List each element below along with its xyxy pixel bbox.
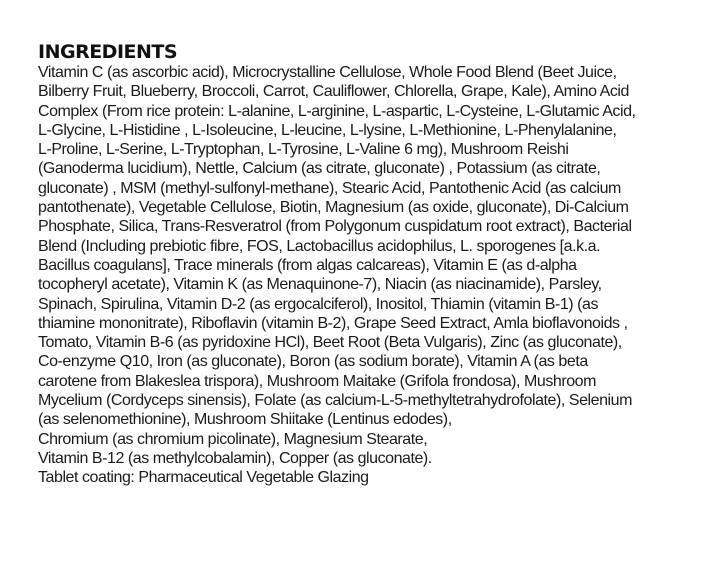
ingredients-line: Mycelium (Cordyceps sinensis), Folate (as calcium-L-5-methyltetrahydrofolate), Selenium [38, 392, 632, 410]
ingredients-line: (as selenomethionine), Mushroom Shiitake (Lentinus edodes), [38, 411, 452, 429]
ingredients-line: Vitamin C (as ascorbic acid), Microcrystalline Cellulose, Whole Food Blend (Beet Juice, [38, 64, 617, 81]
ingredients-line: (Ganoderma lucidium), Nettle, Calcium (as citrate, gluconate) , Potassium (as citrate, [38, 160, 601, 178]
ingredients-line: Phosphate, Silica, Trans-Resveratrol (from Polygonum cuspidatum root extract), Bacterial [38, 218, 632, 236]
ingredients-line: L-Proline, L-Serine, L-Tryptophan, L-Tyrosine, L-Valine 6 mg), Mushroom Reishi [38, 141, 569, 159]
ingredients-line: Complex (From rice protein: L-alanine, L-arginine, L-aspartic, L-Cysteine, L-Glutamic Acid, [38, 102, 636, 120]
ingredients-line: Vitamin B-12 (as methylcobalamin), Copper (as gluconate). [38, 449, 432, 467]
ingredients-line: Bacillus coagulans], Trace minerals (from algas calcareas), Vitamin E (as d-alpha [38, 256, 577, 274]
ingredients-heading: INGREDIENTS [38, 41, 178, 63]
tablet-coating-line: Tablet coating: Pharmaceutical Vegetable Glazing [38, 469, 369, 487]
ingredients-line: pantothenate), Vegetable Cellulose, Biotin, Magnesium (as oxide, gluconate), Di-Calcium [38, 199, 629, 217]
ingredients-line: tocopheryl acetate), Vitamin K (as Menaquinone-7), Niacin (as niacinamide), Parsley, [38, 276, 602, 294]
ingredients-text [38, 63, 688, 488]
ingredients-line: Spinach, Spirulina, Vitamin D-2 (as ergocalciferol), Inositol, Thiamin (vitamin B-1) (as [38, 295, 599, 313]
ingredients-line: Co-enzyme Q10, Iron (as gluconate), Boron (as sodium borate), Vitamin A (as beta [38, 353, 588, 371]
ingredients-line: Blend (Including prebiotic fibre, FOS, Lactobacillus acidophilus, L. sporogenes [a.k.a. [38, 237, 601, 255]
ingredients-line: L-Glycine, L-Histidine , L-Isoleucine, L-leucine, L-lysine, L-Methionine, L-Phenylalanine, [38, 121, 617, 139]
ingredients-line: carotene from Blakeslea trispora), Mushroom Maitake (Grifola frondosa), Mushroom [38, 372, 597, 390]
ingredients-line: gluconate) , MSM (methyl-sulfonyl-methane), Stearic Acid, Pantothenic Acid (as calcium [38, 179, 621, 197]
ingredients-line: Tomato, Vitamin B-6 (as pyridoxine HCl), Beet Root (Beta Vulgaris), Zinc (as gluconate), [38, 334, 622, 352]
ingredients-panel [38, 41, 688, 488]
ingredients-line: thiamine mononitrate), Riboflavin (vitamin B-2), Grape Seed Extract, Amla bioflavonoids , [38, 314, 628, 332]
ingredients-line: Bilberry Fruit, Blueberry, Broccoli, Carrot, Cauliflower, Chlorella, Grape, Kale), Amino Acid [38, 83, 629, 101]
ingredients-line: Chromium (as chromium picolinate), Magnesium Stearate, [38, 430, 428, 448]
